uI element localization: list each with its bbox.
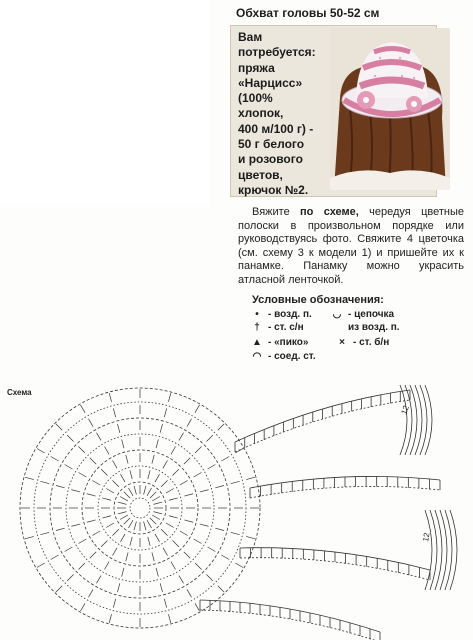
stitch-mark [168, 614, 170, 623]
stitch-mark [122, 568, 124, 577]
stitch-mark [169, 498, 178, 500]
stitch-mark [121, 474, 126, 482]
slip-stitch-icon: ◠ [252, 351, 262, 362]
materials-line: Вам [238, 30, 263, 44]
stitch-mark [160, 583, 162, 592]
picot-icon: ▲ [252, 337, 262, 348]
stitch-mark [87, 520, 96, 522]
legend-item-text: - цепочка [348, 309, 395, 320]
materials-text [238, 30, 336, 198]
stitch-mark [113, 409, 115, 418]
brim-row [430, 510, 437, 590]
stitch-mark [161, 480, 167, 486]
stitch-mark [161, 529, 167, 535]
stitch-mark [171, 447, 176, 455]
stitch-mark [90, 458, 96, 464]
stitch-mark [51, 555, 59, 560]
legend-item [250, 351, 316, 362]
materials-line: крючок №2. [238, 182, 309, 197]
double-crochet-icon: † [254, 322, 260, 333]
legend-item-text: - «пико» [268, 337, 309, 348]
stitch-mark [208, 465, 216, 470]
legend-item [250, 337, 308, 348]
stitch-mark [106, 489, 114, 494]
stitch-mark [179, 433, 184, 441]
stitch-mark [90, 552, 96, 558]
stitch-mark [200, 524, 209, 526]
stitch-mark [148, 470, 150, 479]
stitch-mark [56, 485, 65, 487]
stitch-mark [206, 574, 212, 580]
stitch-mark [71, 490, 80, 492]
stitch-mark [126, 455, 128, 464]
stitch-mark [154, 512, 163, 514]
materials-line: потребуется: [238, 45, 316, 60]
stitch-mark [154, 502, 163, 504]
stitch-mark [144, 522, 146, 531]
stitch-mark [89, 419, 94, 427]
legend-item-text: - возд. п. [268, 309, 312, 320]
instructions-bold: по схеме, [300, 206, 359, 218]
stitch-mark [148, 537, 150, 546]
stitch-mark [102, 516, 111, 518]
materials-line: хлопок, [238, 106, 284, 121]
round-ring [130, 498, 150, 518]
stitch-mark [166, 489, 174, 494]
brim-row [425, 385, 432, 455]
stitch-mark [235, 563, 243, 568]
stitch-mark [67, 574, 73, 580]
stitch-mark [113, 599, 115, 608]
stitch-mark [152, 552, 154, 561]
brim-row [420, 385, 427, 455]
materials-line: 50 г белого [238, 137, 305, 152]
stitch-mark [180, 531, 188, 536]
instructions-part1: Вяжите [252, 206, 301, 218]
stitch-mark [101, 541, 107, 547]
stitch-mark [41, 481, 50, 483]
stitch-mark [150, 518, 156, 524]
stitch-mark [51, 457, 59, 462]
stitch-mark [25, 477, 34, 479]
stitch-mark [37, 449, 45, 454]
stitch-mark [147, 520, 152, 528]
brim-row [410, 385, 417, 455]
stitch-mark [109, 614, 111, 623]
stitch-mark [79, 473, 87, 478]
stitch-mark [92, 481, 100, 486]
stitch-mark [41, 532, 50, 534]
stitch-mark [218, 586, 224, 592]
stitch-mark [124, 492, 130, 498]
stitch-mark [129, 488, 134, 496]
stitch-mark [81, 405, 86, 413]
stitch-mark [56, 586, 62, 592]
stitch-mark [81, 603, 86, 611]
stitch-mark [156, 439, 158, 448]
stitch-mark [194, 539, 202, 544]
stitch-mark [67, 435, 73, 441]
stitch-mark [112, 480, 118, 486]
stitch-mark [187, 419, 192, 427]
stitch-mark [180, 481, 188, 486]
chain-loop-icon: ◡ [332, 309, 342, 320]
legend-item [348, 322, 400, 333]
stitch-mark [118, 502, 127, 504]
hat-photo [330, 28, 450, 190]
stitch-mark [150, 492, 156, 498]
materials-line: «Нарцисс» [238, 75, 303, 90]
stitch-mark [134, 486, 136, 495]
stitch-mark [173, 469, 179, 475]
brim-row [425, 510, 432, 590]
stitch-mark [118, 512, 127, 514]
stitch-mark [231, 481, 240, 483]
stitch-mark [56, 424, 62, 430]
legend-item-text: - ст. с/н [268, 322, 304, 333]
stitch-mark [246, 536, 255, 538]
stitch-mark [168, 393, 170, 402]
stitch-mark [109, 393, 111, 402]
brim-row [440, 510, 447, 590]
instructions-part2: чередуя цветные полоски в произвольном порядке или руководствуясь фото. Свяжите 4 цветочка (см. схему 3 к модели 1) и пришейте их к панамке. Панамку можно украсить атласной ленточкой. [238, 206, 464, 286]
blank-area [0, 0, 210, 205]
round-ring [98, 466, 182, 550]
materials-line: цветов, [238, 167, 283, 182]
page-title: Обхват головы 50-52 см [236, 6, 380, 20]
stitch-mark [152, 497, 160, 502]
stitch-mark [160, 424, 162, 433]
stitch-mark [231, 532, 240, 534]
materials-line: и розового [238, 152, 303, 167]
stitch-mark [152, 455, 154, 464]
stitch-mark [117, 583, 119, 592]
stitch-mark [37, 563, 45, 568]
stitch-mark [208, 547, 216, 552]
legend-item-text: - соед. ст. [268, 351, 316, 362]
stitch-mark [184, 520, 193, 522]
stitch-mark [130, 537, 132, 546]
stitch-mark [246, 477, 255, 479]
stitch-mark [113, 460, 118, 468]
stitch-mark [156, 568, 158, 577]
stitch-mark [120, 515, 128, 520]
stitch-mark [195, 563, 201, 569]
stitch-mark [169, 516, 178, 518]
stitch-mark [106, 523, 114, 528]
stitch-mark [163, 548, 168, 556]
row-number: 12 [399, 404, 411, 416]
stitch-mark [195, 603, 200, 611]
stitch-mark [164, 409, 166, 418]
band-strip [235, 400, 410, 452]
stitch-mark [105, 447, 110, 455]
stitch-mark [215, 528, 224, 530]
stitch-mark [130, 470, 132, 479]
legend-item [335, 337, 389, 348]
stitch-mark [221, 457, 229, 462]
crochet-diagram [0, 370, 473, 640]
stitch-mark [235, 449, 243, 454]
stitch-mark [187, 589, 192, 597]
stitch-mark [221, 555, 229, 560]
stitch-mark [144, 486, 146, 495]
brim-row [400, 385, 407, 455]
stitch-mark [89, 589, 94, 597]
stitch-mark [117, 424, 119, 433]
stitch-mark [97, 576, 102, 584]
stitch-mark [101, 469, 107, 475]
stitch-mark [120, 497, 128, 502]
single-crochet-icon: × [339, 337, 345, 348]
brim-row [405, 385, 412, 455]
stitch-mark [65, 465, 73, 470]
row-number: 12 [421, 532, 432, 543]
stitch-mark [173, 541, 179, 547]
stitch-mark [184, 552, 190, 558]
stitch-mark [78, 446, 84, 452]
materials-line: 400 м/100 г) - [238, 121, 314, 136]
stitch-mark [166, 523, 174, 528]
stitch-mark [71, 524, 80, 526]
brim-row [450, 510, 457, 590]
legend-item-text: - ст. б/н [353, 337, 390, 348]
stitch-mark [206, 435, 212, 441]
legend-item-text: из возд. п. [348, 322, 400, 333]
stitch-mark [102, 498, 111, 500]
brim-row [415, 385, 422, 455]
band-strip [250, 486, 440, 498]
stitch-mark [25, 536, 34, 538]
stitch-mark [65, 547, 73, 552]
stitch-mark [195, 446, 201, 452]
stitch-mark [121, 534, 126, 542]
stitch-mark [152, 515, 160, 520]
stitch-mark [163, 460, 168, 468]
legend-item [330, 309, 394, 320]
stitch-mark [179, 576, 184, 584]
stitch-mark [124, 518, 130, 524]
stitch-mark [195, 405, 200, 413]
materials-line: пряжа [238, 60, 275, 75]
stitch-mark [155, 534, 160, 542]
stitch-mark [79, 539, 87, 544]
legend-item [250, 309, 312, 320]
stitch-mark [112, 529, 118, 535]
stitch-mark [105, 562, 110, 570]
diagram-label: Схема [7, 388, 32, 397]
stitch-mark [155, 474, 160, 482]
stitch-mark [92, 531, 100, 536]
stitch-mark [171, 562, 176, 570]
legend-item [250, 322, 304, 333]
stitch-mark [87, 494, 96, 496]
stitch-mark [218, 424, 224, 430]
stitch-mark [147, 488, 152, 496]
stitch-mark [122, 439, 124, 448]
brim-row [435, 510, 442, 590]
stitch-mark [215, 485, 224, 487]
stitch-mark [184, 458, 190, 464]
stitch-mark [97, 433, 102, 441]
brim-row [445, 510, 452, 590]
stitch-mark [113, 548, 118, 556]
stitch-mark [164, 599, 166, 608]
stitch-mark [200, 490, 209, 492]
instructions-text [238, 206, 464, 287]
materials-line: (100% [238, 91, 273, 106]
stitch-mark [126, 552, 128, 561]
stitch-mark [129, 520, 134, 528]
legend-title: Условные обозначения: [252, 294, 384, 306]
stitch-mark [184, 494, 193, 496]
stitch-mark [134, 522, 136, 531]
stitch-mark [56, 528, 65, 530]
stitch-mark [78, 563, 84, 569]
stitch-mark [194, 473, 202, 478]
chain-stitch-icon: • [255, 309, 259, 320]
round-ring [82, 450, 198, 566]
